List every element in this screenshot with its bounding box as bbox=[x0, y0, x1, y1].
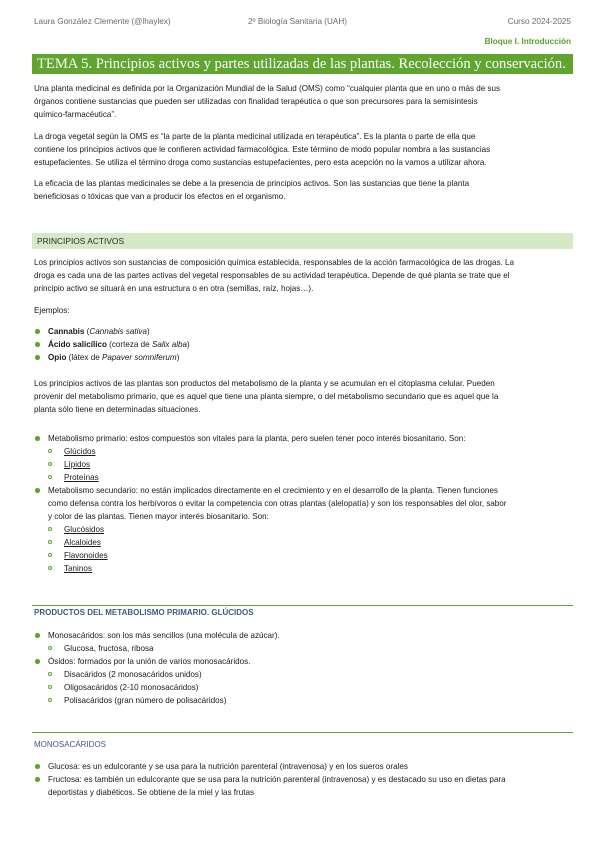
intro-paragraph-2 bbox=[34, 130, 574, 169]
section-heading-glucidos: PRODUCTOS DEL METABOLISMO PRIMARIO. GLÚCIDOS bbox=[34, 608, 254, 617]
text-line: Los principios activos de las plantas son productos del metabolismo de la planta y se acumulan en el citoplasma celular. Pueden bbox=[34, 379, 495, 388]
sub-item bbox=[34, 694, 574, 707]
link-glucidos[interactable]: Glúcidos bbox=[64, 447, 96, 456]
example-post: ) bbox=[146, 327, 150, 336]
circle-bullet-icon bbox=[48, 527, 52, 531]
example-post: ) bbox=[187, 340, 190, 349]
list-item bbox=[34, 655, 574, 668]
header-year: Curso 2024-2025 bbox=[507, 17, 571, 26]
example-latin: Papaver somniferum bbox=[101, 353, 177, 362]
osidos-sub: Disacáridos (2 monosacáridos unidos) bbox=[64, 670, 202, 679]
example-latin: Salix alba bbox=[151, 340, 188, 349]
intro-paragraph-1 bbox=[34, 82, 574, 121]
link-lipidos[interactable]: Lípidos bbox=[64, 460, 91, 469]
sub-item[interactable] bbox=[34, 458, 574, 471]
circle-bullet-icon bbox=[48, 566, 52, 570]
page-title: TEMA 5. Principios activos y partes utilizadas de las plantas. Recolección y conservación. bbox=[32, 54, 573, 74]
bullet-icon bbox=[35, 342, 40, 347]
text-line: como defensa contra los herbívoros o evitar la competencia con otras plantas (alelopatía) y son los responsables del olor, sabor bbox=[48, 499, 507, 508]
example-name: Cannabis bbox=[48, 327, 85, 336]
mono-sub: Glucosa, fructosa, ribosa bbox=[64, 644, 154, 653]
osidos-text: Ósidos: formados por la unión de varios monosacáridos. bbox=[48, 657, 251, 666]
sub-item[interactable] bbox=[34, 471, 574, 484]
text-line: deportistas y diabéticos. Se obtiene de la miel y las frutas bbox=[48, 788, 255, 797]
example-post: ) bbox=[176, 353, 180, 362]
section-divider bbox=[32, 732, 573, 733]
principios-paragraph-2 bbox=[34, 377, 574, 416]
header-author: Laura González Clemente (@lhaylex) bbox=[34, 17, 171, 26]
intro-paragraph-3 bbox=[34, 177, 574, 203]
example-name: Opio bbox=[48, 353, 67, 362]
example-pre: (látex de bbox=[66, 353, 102, 362]
text-line: beneficiosas o tóxicas que van a producir los efectos en el organismo. bbox=[34, 192, 286, 201]
section-heading-principios: PRINCIPIOS ACTIVOS bbox=[32, 233, 573, 249]
list-item-secondary bbox=[34, 484, 574, 523]
text-line: Metabolismo secundario: no están implicados directamente en el crecimiento y en el desarrollo de la planta. Tienen funciones bbox=[48, 486, 498, 495]
header-course: 2º Biología Sanitaria (UAH) bbox=[248, 17, 348, 26]
link-glucosidos[interactable]: Glucósidos bbox=[64, 525, 105, 534]
circle-bullet-icon bbox=[48, 698, 52, 702]
list-item bbox=[34, 351, 574, 364]
text-line: Una planta medicinal es definida por la Organización Mundial de la Salud (OMS) como “cualquier planta que en uno o más de sus bbox=[34, 84, 501, 93]
sub-item[interactable] bbox=[34, 523, 574, 536]
glucosa-text: Glucosa: es un edulcorante y se usa para la nutrición parenteral (intravenosa) y en los sueros orales bbox=[48, 762, 408, 771]
bullet-icon bbox=[35, 488, 40, 493]
circle-bullet-icon bbox=[48, 475, 52, 479]
primary-text: Metabolismo primario: estos compuestos son vitales para la planta, pero suelen tener poco interés biosanitario. Son: bbox=[48, 434, 466, 443]
bullet-icon bbox=[35, 329, 40, 334]
text-line: La eficacia de las plantas medicinales se debe a la presencia de principios activos. Son las sustancias que tiene la planta bbox=[34, 179, 470, 188]
bullet-icon bbox=[35, 659, 40, 664]
circle-bullet-icon bbox=[48, 672, 52, 676]
list-item bbox=[34, 760, 574, 773]
sub-item bbox=[34, 668, 574, 681]
link-proteinas[interactable]: Proteínas bbox=[64, 473, 99, 482]
list-item-primary bbox=[34, 432, 574, 445]
example-name: Ácido salicílico bbox=[48, 340, 107, 349]
text-line: y color de las plantas. Tienen mayor interés biosanitario. Son: bbox=[48, 512, 269, 521]
circle-bullet-icon bbox=[48, 553, 52, 557]
link-flavonoides[interactable]: Flavonoides bbox=[64, 551, 108, 560]
list-item bbox=[34, 338, 574, 351]
example-latin: Cannabis sativa bbox=[89, 327, 147, 336]
link-taninos[interactable]: Taninos bbox=[64, 564, 92, 573]
example-pre: ( bbox=[84, 327, 90, 336]
mono-text: Monosacáridos: son los más sencillos (una molécula de azúcar). bbox=[48, 631, 280, 640]
link-alcaloides[interactable]: Alcaloides bbox=[64, 538, 101, 547]
bullet-icon bbox=[35, 633, 40, 638]
block-label: Bloque I. Introducción bbox=[484, 37, 571, 46]
metabolism-list bbox=[34, 432, 574, 575]
section-divider bbox=[32, 605, 573, 606]
list-item bbox=[34, 773, 574, 799]
text-line: contiene los principios activos que le confieren actividad farmacológica. Este término de modo popular nombra a las sustancias bbox=[34, 145, 491, 154]
text-line: estupefacientes. Se utiliza el término droga como sustancias estupefacientes, pero esta acepción no la vamos a utilizar ahora. bbox=[34, 158, 487, 167]
circle-bullet-icon bbox=[48, 685, 52, 689]
principios-paragraph-1 bbox=[34, 256, 574, 295]
text-line: órganos contiene sustancias que pueden ser utilizadas con finalidad terapéutica o que son precursores para la semisíntesis bbox=[34, 97, 478, 106]
glucidos-list bbox=[34, 629, 574, 707]
section-heading-monosacaridos: MONOSACÁRIDOS bbox=[34, 740, 107, 749]
osidos-sub: Oligosacáridos (2-10 monosacáridos) bbox=[64, 683, 199, 692]
circle-bullet-icon bbox=[48, 646, 52, 650]
sub-item[interactable] bbox=[34, 536, 574, 549]
sub-item[interactable] bbox=[34, 562, 574, 575]
text-line: Fructosa: es también un edulcorante que se usa para la nutrición parenteral (intravenosa) y es destacado su uso en dietas para bbox=[48, 775, 506, 784]
text-line: Los principios activos son sustancias de composición química establecida, responsables de la acción farmacológica de las drogas. La bbox=[34, 258, 515, 267]
sub-item[interactable] bbox=[34, 445, 574, 458]
sub-item bbox=[34, 681, 574, 694]
text-line: droga es cada una de las partes activas del vegetal responsables de su actividad terapéutica. Depende de qué planta se trate que el bbox=[34, 271, 510, 280]
text-line: principio activo se situará en una estructura o en otra (semillas, raíz, hojas…). bbox=[34, 284, 314, 293]
list-item bbox=[34, 325, 574, 338]
circle-bullet-icon bbox=[48, 462, 52, 466]
circle-bullet-icon bbox=[48, 540, 52, 544]
text-line: La droga vegetal según la OMS es “la parte de la planta medicinal utilizada en terapéutica”. Es la planta o parte de ella que bbox=[34, 132, 476, 141]
text-line: provenir del metabolismo primario, que es aquel que tiene una planta siempre, o del metabolismo secundario que es aquel que la bbox=[34, 392, 499, 401]
text-line: planta sólo tiene en determinadas situaciones. bbox=[34, 405, 201, 414]
examples-label: Ejemplos: bbox=[34, 306, 70, 315]
text-line: químico-farmacéutica”. bbox=[34, 110, 117, 119]
sub-item[interactable] bbox=[34, 549, 574, 562]
examples-list bbox=[34, 325, 574, 364]
sub-item bbox=[34, 642, 574, 655]
circle-bullet-icon bbox=[48, 449, 52, 453]
bullet-icon bbox=[35, 355, 40, 360]
monosacaridos-list bbox=[34, 760, 574, 799]
bullet-icon bbox=[35, 764, 40, 769]
osidos-sub: Polisacáridos (gran número de polisacáridos) bbox=[64, 696, 227, 705]
bullet-icon bbox=[35, 436, 40, 441]
list-item bbox=[34, 629, 574, 642]
bullet-icon bbox=[35, 777, 40, 782]
example-pre: (corteza de bbox=[106, 340, 152, 349]
